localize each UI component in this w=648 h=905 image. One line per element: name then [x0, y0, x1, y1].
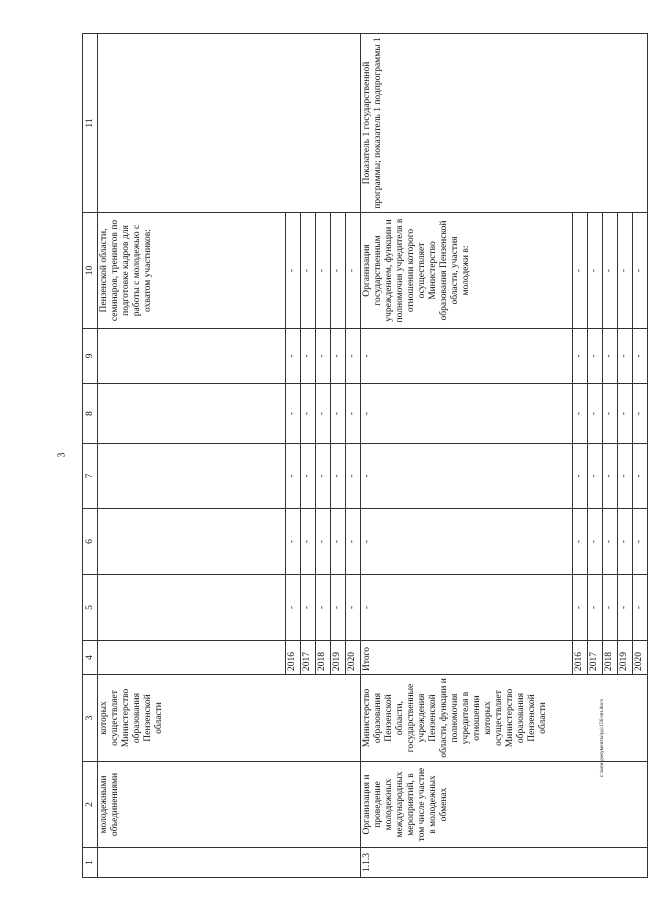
value-cell: - — [346, 509, 361, 575]
value-cell: - — [331, 575, 346, 641]
year-cell: 2019 — [618, 641, 633, 675]
activity-number-cell — [98, 848, 361, 878]
header-cell: 5 — [83, 575, 98, 641]
value-cell: - — [633, 444, 648, 509]
value-cell: - — [633, 329, 648, 384]
value-cell — [98, 329, 286, 384]
page-number: 3 — [56, 452, 68, 458]
activity-number-cell: 1.1.3 — [361, 848, 648, 878]
activity-name-cell: молодежными объединениями — [98, 762, 361, 848]
value-cell: - — [316, 575, 331, 641]
value-cell: - — [346, 444, 361, 509]
indicator-description-cell: Пензенской области, семинаров, тренингов по подготовке кадров для работы с молодежью с охватом участников: — [98, 213, 286, 329]
activity-name-cell: Организация и проведение молодежных международных мероприятий, в том числе участие в молодежных обменах — [361, 762, 648, 848]
total-label-cell: Итого — [361, 641, 573, 675]
year-cell: 2020 — [346, 641, 361, 675]
header-cell: 4 — [83, 641, 98, 675]
indicator-value-cell: - — [286, 213, 301, 329]
value-cell: - — [588, 384, 603, 444]
indicator-value-cell: - — [573, 213, 588, 329]
indicator-value-cell: - — [633, 213, 648, 329]
value-cell — [98, 575, 286, 641]
indicator-description-cell: Организация государственным учреждением, функции и полномочия учредителя в отношении которого осуществляет Министерство образования Пензенской области, участия молодежи в: — [361, 213, 573, 329]
value-cell: - — [331, 509, 346, 575]
value-cell: - — [618, 444, 633, 509]
value-cell: - — [603, 444, 618, 509]
indicator-value-cell: - — [603, 213, 618, 329]
value-cell: - — [588, 509, 603, 575]
value-cell: - — [301, 384, 316, 444]
indicator-value-cell: - — [316, 213, 331, 329]
header-cell: 9 — [83, 329, 98, 384]
value-cell: - — [286, 384, 301, 444]
year-cell: 2018 — [316, 641, 331, 675]
value-cell: - — [633, 384, 648, 444]
responsible-cell: которых осуществляет Министерство образования Пензенской области — [98, 675, 361, 762]
indicator-value-cell: - — [331, 213, 346, 329]
value-cell: - — [603, 384, 618, 444]
value-cell: - — [588, 329, 603, 384]
value-cell: - — [286, 509, 301, 575]
table-row — [98, 34, 286, 878]
value-cell: - — [301, 329, 316, 384]
value-cell: - — [331, 384, 346, 444]
year-cell: 2019 — [331, 641, 346, 675]
value-cell: - — [361, 444, 573, 509]
value-cell: - — [346, 575, 361, 641]
value-cell: - — [618, 384, 633, 444]
value-cell: - — [361, 329, 573, 384]
year-cell: 2016 — [573, 641, 588, 675]
value-cell: - — [346, 329, 361, 384]
value-cell: - — [361, 575, 573, 641]
value-cell: - — [361, 509, 573, 575]
footer-file-path: c:\мои документы\рд\156-пп.docx — [599, 698, 605, 778]
value-cell: - — [573, 444, 588, 509]
program-indicator-cell — [98, 34, 361, 213]
year-cell — [98, 641, 286, 675]
responsible-cell: Министерство образования Пензенской области, государственные учреждения Пензенской области, функции и полномочия учредителя в отношении которых осуществляет Министерство образования Пензенской области — [361, 675, 648, 762]
value-cell: - — [301, 509, 316, 575]
year-cell: 2020 — [633, 641, 648, 675]
indicator-value-cell: - — [618, 213, 633, 329]
value-cell: - — [346, 384, 361, 444]
value-cell: - — [603, 575, 618, 641]
value-cell: - — [286, 575, 301, 641]
program-activities-table — [82, 33, 648, 878]
year-cell: 2017 — [588, 641, 603, 675]
header-cell: 7 — [83, 444, 98, 509]
value-cell: - — [618, 509, 633, 575]
header-cell: 2 — [83, 762, 98, 848]
value-cell: - — [316, 384, 331, 444]
value-cell: - — [361, 384, 573, 444]
header-cell: 11 — [83, 34, 98, 213]
header-cell: 6 — [83, 509, 98, 575]
value-cell: - — [286, 329, 301, 384]
value-cell: - — [316, 444, 331, 509]
value-cell: - — [588, 444, 603, 509]
value-cell — [98, 509, 286, 575]
header-cell: 10 — [83, 213, 98, 329]
value-cell: - — [331, 329, 346, 384]
value-cell: - — [301, 444, 316, 509]
year-cell: 2016 — [286, 641, 301, 675]
column-number-row — [83, 34, 98, 878]
header-cell: 3 — [83, 675, 98, 762]
value-cell: - — [301, 575, 316, 641]
value-cell: - — [286, 444, 301, 509]
value-cell — [98, 384, 286, 444]
value-cell: - — [588, 575, 603, 641]
year-cell: 2017 — [301, 641, 316, 675]
value-cell: - — [316, 509, 331, 575]
indicator-value-cell: - — [588, 213, 603, 329]
year-cell: 2018 — [603, 641, 618, 675]
value-cell: - — [316, 329, 331, 384]
value-cell: - — [331, 444, 346, 509]
value-cell: - — [603, 329, 618, 384]
header-cell: 1 — [83, 848, 98, 878]
value-cell: - — [618, 329, 633, 384]
value-cell: - — [633, 575, 648, 641]
table-row — [361, 34, 573, 878]
value-cell: - — [573, 509, 588, 575]
value-cell: - — [633, 509, 648, 575]
value-cell: - — [573, 329, 588, 384]
value-cell: - — [618, 575, 633, 641]
value-cell: - — [573, 575, 588, 641]
program-indicator-cell: Показатель 1 государственной программы; показатель 1 подпрограммы 1 — [361, 34, 648, 213]
value-cell: - — [603, 509, 618, 575]
value-cell — [98, 444, 286, 509]
indicator-value-cell: - — [346, 213, 361, 329]
header-cell: 8 — [83, 384, 98, 444]
value-cell: - — [573, 384, 588, 444]
indicator-value-cell: - — [301, 213, 316, 329]
